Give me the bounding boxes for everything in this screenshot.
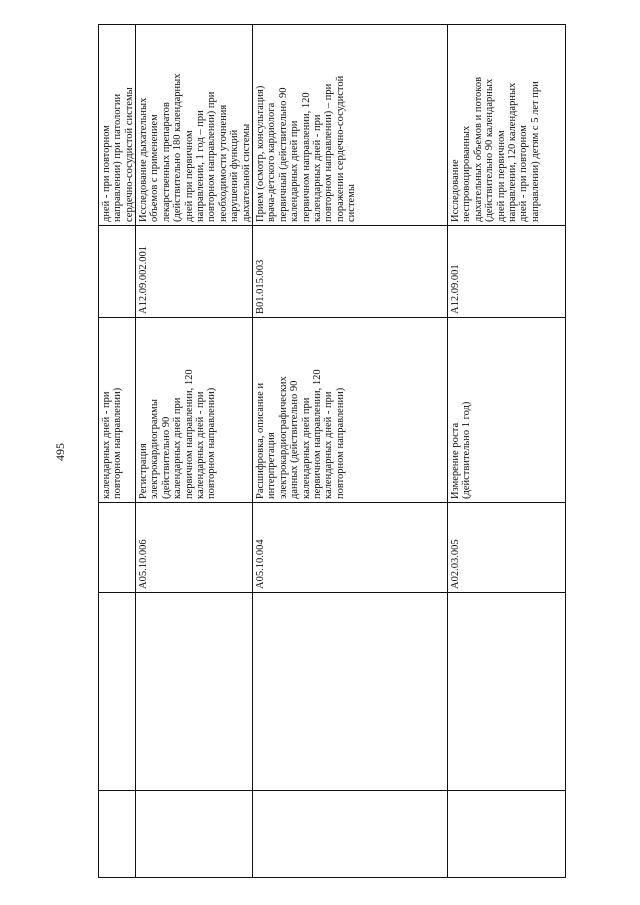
text-line: интерпретация: [266, 432, 278, 499]
text-line: лекарственных препаратов: [160, 102, 172, 222]
text-line: первичном направлении, 120: [312, 369, 324, 499]
table-row-1-code-2: [135, 226, 252, 318]
table-row-1-service-name: [135, 318, 252, 503]
text-line: дней при первичном: [495, 130, 507, 222]
service-code: A05.10.006: [138, 539, 149, 589]
text-line: системы: [346, 184, 358, 222]
table-row-2-service-name-2: [252, 25, 447, 226]
text-line: повторном направлении) при: [206, 91, 218, 222]
service-code: B01.015.003: [255, 259, 266, 314]
text-line: электрокардиографических: [277, 376, 289, 499]
text-line: календарных дней при: [172, 397, 184, 499]
text-line: календарных дней при: [289, 120, 301, 222]
text-line: направлении, 120 календарных: [507, 82, 519, 222]
col-divider-1: [98, 790, 566, 791]
text-line: (действительно 90 календарных: [484, 78, 496, 222]
service-code: A12.09.002.001: [138, 246, 149, 314]
table-border-bottom: [565, 24, 566, 878]
table-row-3-code-2: [447, 226, 565, 318]
col-divider-0: [98, 877, 566, 878]
text-line: первичном направлении, 120: [183, 369, 195, 499]
table-row-3-service-name-2: [447, 25, 565, 226]
service-code: A12.09.001: [450, 264, 461, 314]
text-line: Прием (осмотр, консультация): [255, 85, 266, 222]
table-row-0-service-name: [98, 318, 135, 503]
text-line: данных (действительно 90: [289, 380, 301, 499]
table-row-3-code: [447, 503, 565, 593]
text-line: неспровоцированных: [461, 125, 473, 222]
service-code: A05.10.004: [255, 539, 266, 589]
text-line: календарных дней - при: [323, 391, 335, 499]
table-row-2-code: [252, 503, 447, 593]
text-line: повторном направлении): [334, 387, 346, 499]
text-line: повторном направлении) – при: [323, 83, 335, 222]
text-line: календарных дней при: [300, 397, 312, 499]
text-line: Расшифровка, описание и: [255, 382, 266, 499]
text-line: Измерение роста: [450, 422, 461, 499]
text-line: повторном направлении): [112, 387, 124, 499]
table-row-2-service-name: [252, 318, 447, 503]
text-line: дней при первичном: [183, 130, 195, 222]
text-line: поражении сердечно-сосудистой: [334, 75, 346, 222]
text-line: необходимости уточнения: [217, 104, 229, 222]
text-line: повторном направлении): [206, 387, 218, 499]
text-line: календарных дней - при: [312, 114, 324, 222]
medical-services-table: [98, 24, 566, 878]
table-row-0-service-name-2: [98, 25, 135, 226]
text-line: дыхательных объемов и потоков: [472, 76, 484, 222]
text-line: Исследование: [450, 159, 461, 222]
text-line: направлении, 1 год – при: [195, 110, 207, 222]
text-line: первичном направлении, 120: [300, 92, 312, 222]
text-line: направлении) при патологии: [112, 93, 124, 222]
text-line: Регистрация: [138, 443, 149, 499]
text-line: дыхательной системы: [240, 123, 252, 222]
service-code: A02.03.005: [450, 539, 461, 589]
text-line: календарных дней - при: [195, 391, 207, 499]
text-line: направлении) детям с 5 лет при: [529, 81, 541, 222]
page-number: 495: [53, 443, 67, 461]
table-row-3-service-name: [447, 318, 565, 503]
text-line: календарных дней - при: [101, 391, 112, 499]
text-line: сердечно-сосудистой системы: [123, 87, 135, 222]
text-line: электрокардиограммы: [149, 399, 161, 499]
text-line: врача-детского кардиолога: [266, 102, 278, 222]
text-line: (действительно 1 год): [461, 401, 473, 499]
text-line: Исследование дыхательных: [138, 97, 149, 222]
text-line: объемов с применением: [149, 114, 161, 222]
text-line: дней - при повторном: [518, 125, 530, 222]
text-line: дней - при повторном: [101, 125, 112, 222]
table-row-1-code: [135, 503, 252, 593]
text-line: нарушений функций: [229, 129, 241, 222]
text-line: первичный (действительно 90: [277, 87, 289, 222]
table-row-2-code-2: [252, 226, 447, 318]
text-line: (действительно 180 календарных: [172, 73, 184, 222]
table-row-1-service-name-2: [135, 25, 252, 226]
text-line: (действительно 90: [160, 416, 172, 499]
rotated-table-frame: [98, 24, 566, 878]
